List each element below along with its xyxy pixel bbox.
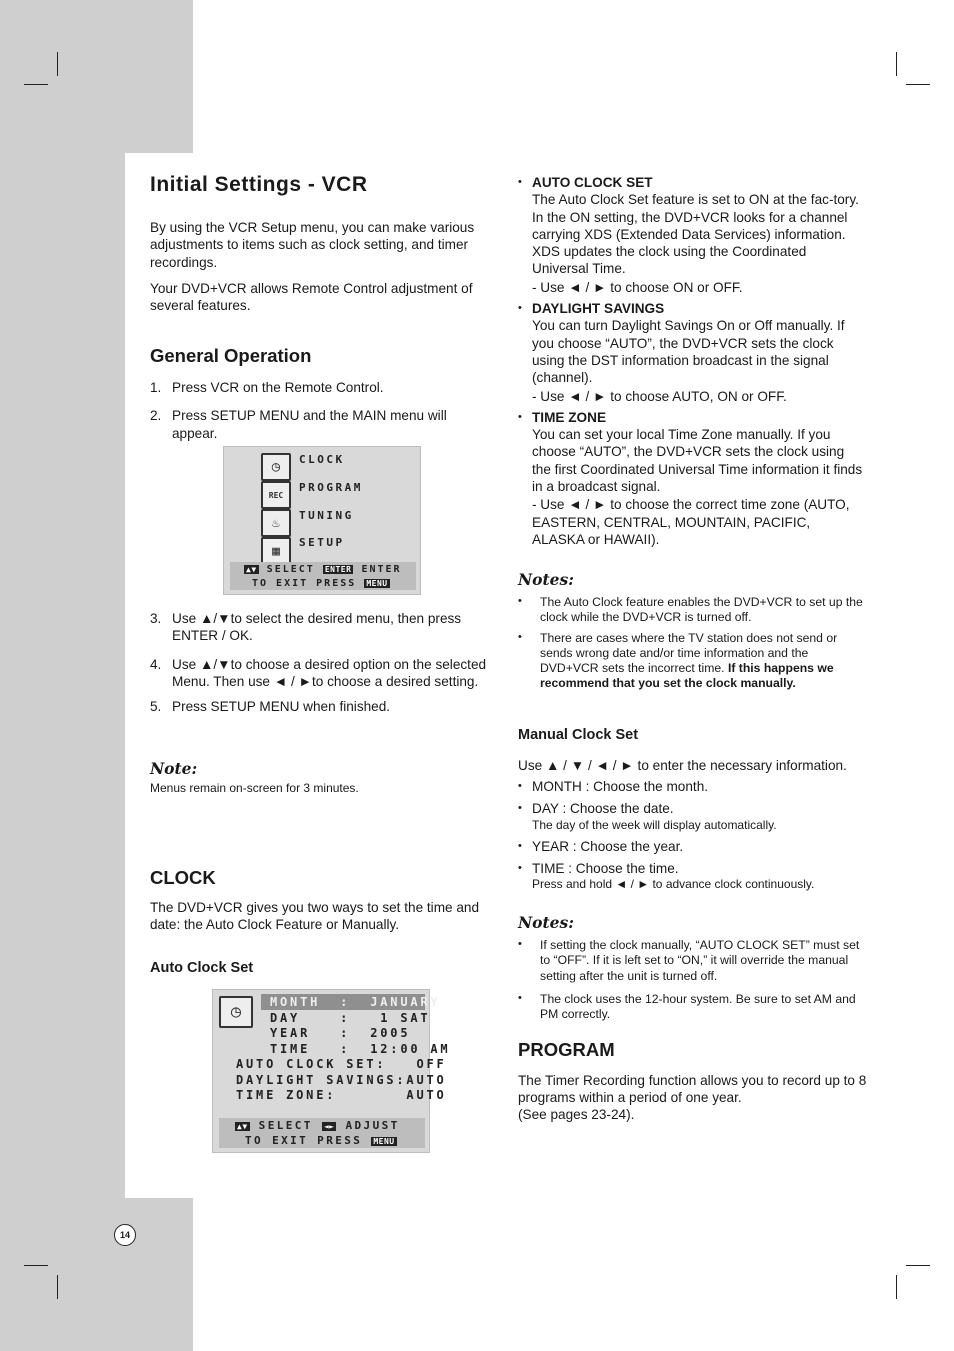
osd-footer-line-1 xyxy=(244,564,402,575)
bullet-use: - Use ◄ / ► to choose ON or OFF. xyxy=(532,279,743,295)
main-menu-osd xyxy=(223,446,421,595)
bullet-use: - Use ◄ / ► to choose the correct time zone (AUTO, EASTERN, CENTRAL, MOUNTAIN, PACIFIC, ALASKA or HAWAII). xyxy=(532,497,850,547)
step-number: 2. xyxy=(150,408,162,424)
step-item xyxy=(150,379,495,396)
note-item-text: There are cases where the TV station does not send or sends wrong date and/or time information and the DVD+VCR sets the incorrect time. xyxy=(540,630,838,676)
bullet-auto-clock-set: • AUTO CLOCK SET The Auto Clock Set feature is set to ON at the fac-tory. In the ON setting, the DVD+VCR looks for a channel carrying XDS (Extended Data Services) information. XDS updates the clock using the Coordinated Universal Time. - Use ◄ / ► to choose ON or OFF. xyxy=(518,174,863,296)
manual-item: • TIME : Choose the time. Press and hold ◄ / ► to advance clock continuously. xyxy=(518,860,868,893)
setup-icon: ▦ xyxy=(261,537,291,565)
manual-item-sub: The day of the week will display automatically. xyxy=(532,817,777,832)
footer-select-label: SELECT xyxy=(266,564,315,575)
page-title: Initial Settings - VCR xyxy=(150,173,368,196)
manual-clock-set-heading: Manual Clock Set xyxy=(518,727,639,743)
program-text: The Timer Recording function allows you to record up to 8 programs within a period of one year. xyxy=(518,1073,867,1106)
clock-setup-osd xyxy=(212,989,451,1153)
crop-mark xyxy=(906,1265,930,1266)
program-heading: PROGRAM xyxy=(518,1039,615,1060)
osd-line-auto-clock: AUTO CLOCK SET: OFF xyxy=(236,1057,447,1071)
manual-item-text: TIME : Choose the time. xyxy=(532,861,679,877)
menu-item-program: PROGRAM xyxy=(299,481,363,494)
osd-footer-line-2 xyxy=(252,578,390,589)
note-item: • If setting the clock manually, “AUTO CLOCK SET” must set to “OFF”. If it is left set to “ON,” it will override the manual setting after the unit is turned off. xyxy=(518,938,860,983)
note-item: • There are cases where the TV station does not send or sends wrong date and/or time information and the DVD+VCR sets the incorrect time. If this happens we recommend that you set the clock manually. xyxy=(518,630,838,691)
enter-key-icon: ENTER xyxy=(324,565,352,574)
osd-footer-line-2 xyxy=(245,1134,397,1147)
clock-heading: CLOCK xyxy=(150,867,216,888)
clock-icon: ◷ xyxy=(219,996,253,1028)
step-number: 5. xyxy=(150,699,162,715)
bullet-body: The Auto Clock Set feature is set to ON at the fac-tory. In the ON setting, the DVD+VCR looks for a channel carrying XDS (Extended Data Services) information. XDS updates the clock using the Coordinated Universal Time. xyxy=(532,192,859,277)
menu-key-icon: MENU xyxy=(366,579,388,588)
left-gray-band-top xyxy=(0,0,193,153)
step-text: Use ▲/▼to choose a desired option on the selected Menu. Then use ◄ / ►to choose a desired setting. xyxy=(172,656,487,689)
note-item-text: The clock uses the 12-hour system. Be sure to set AM and PM correctly. xyxy=(540,991,856,1022)
manual-item-text: YEAR : Choose the year. xyxy=(532,838,684,854)
osd-footer-line-1 xyxy=(235,1119,400,1132)
osd-line-time: TIME : 12:00 AM xyxy=(270,1042,451,1056)
crop-mark xyxy=(24,1265,48,1266)
page-number: 14 xyxy=(114,1224,136,1246)
footer-exit-label: TO EXIT PRESS xyxy=(252,578,357,589)
menu-item-tuning: TUNING xyxy=(299,509,354,522)
manual-item: • YEAR : Choose the year. xyxy=(518,838,868,855)
step-number: 4. xyxy=(150,656,162,672)
bullet-body: You can set your local Time Zone manually. If you choose “AUTO”, the DVD+VCR sets the clock using the first Coordinated Universal Time information it finds in a broadcast signal. xyxy=(532,427,863,495)
menu-item-setup: SETUP xyxy=(299,536,345,549)
manual-item: • DAY : Choose the date. The day of the week will display automatically. xyxy=(518,800,868,833)
bullet-heading: AUTO CLOCK SET xyxy=(532,175,653,190)
notes-list xyxy=(518,595,865,692)
auto-clock-set-heading: Auto Clock Set xyxy=(150,960,254,976)
crop-mark xyxy=(57,1275,58,1299)
osd-line-month: MONTH : JANUARY xyxy=(270,995,441,1009)
note-item: • The Auto Clock feature enables the DVD+VCR to set up the clock while the DVD+VCR is turned off. xyxy=(518,595,863,625)
bullet-body: You can turn Daylight Savings On or Off manually. If you choose “AUTO”, the DVD+VCR sets the clock using the DST information broadcast in the signal (channel). xyxy=(532,318,845,386)
manual-item-text: DAY : Choose the date. xyxy=(532,801,674,817)
step-text: Press VCR on the Remote Control. xyxy=(172,380,384,395)
footer-enter-label: ENTER xyxy=(361,564,402,575)
bullet-use: - Use ◄ / ► to choose AUTO, ON or OFF. xyxy=(532,388,787,404)
step-item xyxy=(150,656,495,691)
step-number: 3. xyxy=(150,611,162,626)
step-item xyxy=(150,698,495,715)
bullet-time-zone: • TIME ZONE You can set your local Time Zone manually. If you choose “AUTO”, the DVD+VCR sets the clock using the first Coordinated Universal Time information it finds in a broadcast signal. - Use ◄ / ► to choose the correct time zone (AUTO, EASTERN, CENTRAL, MOUNTAIN, PACIFIC, ALASKA or HAWAII). xyxy=(518,409,863,547)
manual-item: • MONTH : Choose the month. xyxy=(518,778,868,795)
bullet-heading: DAYLIGHT SAVINGS xyxy=(532,301,665,317)
note-item: • The clock uses the 12-hour system. Be sure to set AM and PM correctly. xyxy=(518,991,856,1022)
bullet-daylight-savings: • DAYLIGHT SAVINGS You can turn Daylight Savings On or Off manually. If you choose “AUTO”, the DVD+VCR sets the clock using the DST information broadcast in the signal (channel). - Use ◄ / ► to choose AUTO, ON or OFF. xyxy=(518,300,863,405)
note-item-text: If setting the clock manually, “AUTO CLOCK SET” must set to “OFF”. If it is left set to “ON,” it will override the manual setting after the unit is turned off. xyxy=(540,938,860,983)
rec-icon: REC xyxy=(261,481,291,509)
crop-mark xyxy=(57,52,58,76)
intro-paragraph-1: By using the VCR Setup menu, you can make various adjustments to items such as clock setting, and timer recordings. xyxy=(150,220,475,270)
clock-intro: The DVD+VCR gives you two ways to set the time and date: the Auto Clock Feature or Manually. xyxy=(150,900,480,933)
menu-key-icon: MENU xyxy=(373,1137,395,1146)
settings-bullets xyxy=(518,174,863,548)
manual-item-sub: Press and hold ◄ / ► to advance clock continuously. xyxy=(532,877,815,892)
notes-title: Notes: xyxy=(518,570,574,589)
bullet-heading: TIME ZONE xyxy=(532,409,607,425)
left-right-arrows-icon: ◄► xyxy=(323,1122,335,1131)
footer-adjust-label: ADJUST xyxy=(345,1119,400,1132)
general-operation-steps-cont xyxy=(150,610,495,715)
step-item xyxy=(150,610,495,645)
up-down-arrows-icon: ▲▼ xyxy=(237,1122,248,1131)
program-see-pages: (See pages 23-24). xyxy=(518,1107,635,1122)
notes-title-2: Notes: xyxy=(518,913,574,932)
crop-mark xyxy=(906,84,930,85)
note-text: Menus remain on-screen for 3 minutes. xyxy=(150,781,359,795)
up-down-arrows-icon: ▲▼ xyxy=(246,565,257,574)
crop-mark xyxy=(896,1275,897,1299)
crop-mark xyxy=(24,84,48,85)
left-gray-band-bottom xyxy=(0,1198,193,1351)
step-text: Press SETUP MENU when finished. xyxy=(172,699,391,715)
crop-mark xyxy=(896,52,897,76)
osd-line-daylight: DAYLIGHT SAVINGS:AUTO xyxy=(236,1073,447,1087)
intro-paragraph-2: Your DVD+VCR allows Remote Control adjustment of several features. xyxy=(150,281,473,314)
note-title: Note: xyxy=(150,759,198,778)
tuning-icon: ♨ xyxy=(261,509,291,537)
footer-exit-label: TO EXIT PRESS xyxy=(245,1134,363,1147)
note-item-bold: If this happens we recommend that you set the clock manually. xyxy=(540,661,834,691)
notes-list-2 xyxy=(518,938,865,1022)
osd-line-timezone: TIME ZONE: AUTO xyxy=(236,1088,447,1102)
step-number: 1. xyxy=(150,380,162,395)
clock-icon: ◷ xyxy=(261,453,291,481)
osd-line-day: DAY : 1 SAT xyxy=(270,1011,431,1025)
manual-clock-items xyxy=(518,778,868,893)
step-text: Use ▲/▼to select the desired menu, then press ENTER / OK. xyxy=(172,611,462,644)
left-gray-band xyxy=(0,153,125,1198)
step-text: Press SETUP MENU and the MAIN menu will appear. xyxy=(172,408,447,441)
general-operation-steps xyxy=(150,379,495,442)
footer-select-label: SELECT xyxy=(258,1119,313,1132)
osd-line-year: YEAR : 2005 xyxy=(270,1026,411,1040)
menu-item-clock: CLOCK xyxy=(299,453,345,466)
step-item xyxy=(150,407,495,442)
manual-item-text: MONTH : Choose the month. xyxy=(532,779,709,794)
note-item-text: The Auto Clock feature enables the DVD+VCR to set up the clock while the DVD+VCR is turned off. xyxy=(540,595,863,625)
manual-clock-intro: Use ▲ / ▼ / ◄ / ► to enter the necessary information. xyxy=(518,758,847,773)
general-operation-heading: General Operation xyxy=(150,345,312,366)
